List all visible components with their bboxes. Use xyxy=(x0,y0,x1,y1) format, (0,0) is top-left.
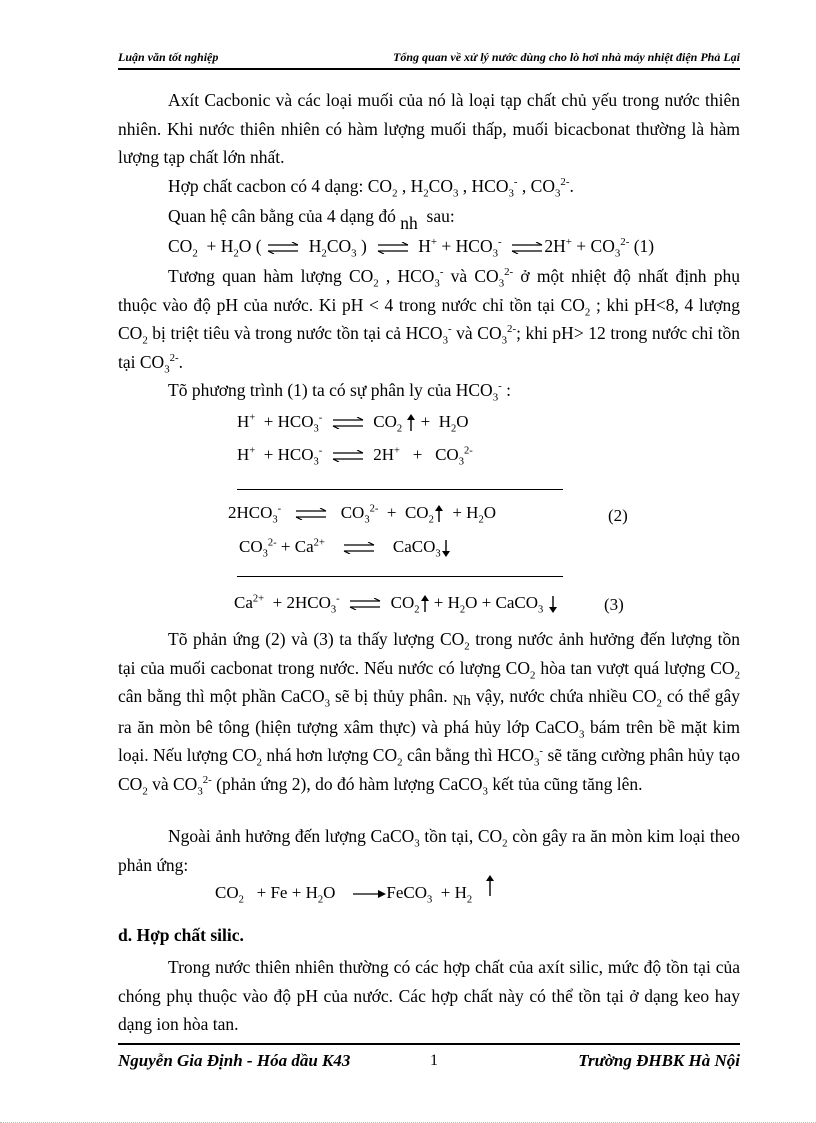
reaction-line-b: $H^+ + HCO_3^-$ $2H^+ + CO_3^{2-}$ xyxy=(237,445,473,468)
equilibrium-arrow-icon xyxy=(266,242,300,254)
sum-rule xyxy=(237,489,563,490)
reaction-caco3: $CO_3^{2-} + Ca^{2+}$ CaCO$_3$ xyxy=(239,537,451,557)
footer-page-number: 1 xyxy=(430,1052,438,1069)
paragraph-intro: Axít Cacbonic và các loại muối của nó là loại tạp chất chủ yếu trong nước thiên nhiên. Khi nước thiên nhiên có hàm lượng muối thấp, muối bicacbonat thường là hàm lượng tạp chất lớn nhất. xyxy=(118,90,740,167)
header-rule xyxy=(118,68,740,70)
paragraph-co2-influence: Tõ phản ứng (2) và (3) ta thấy lượng $CO_2$ trong nước ảnh hưởng đến lượng tồn tại của muối cacbonat trong nước. Nếu nước có lượng $CO_2$ hòa tan vượt quá lượng $CO_2$ cân bằng thì một phần CaCO$_3$ sẽ bị thủy phân. Nh vậy, nước chứa nhiều $CO_2$ có thể gây ra ăn mòn bê tông (hiện tượng xâm thực) và phá hủy lớp CaCO$_3$ bám trên bề mặt kim loại. Nếu lượng $CO_2$ nhá hơn lượng $CO_2$ cân bằng thì $HCO_3^-$ sẽ tăng cường phân hủy tạo $CO_2$ và $CO_3^{2-}$ (phản ứng 2), do đó hàm lượng CaCO$_3$ kết tủa cũng tăng lên. xyxy=(118,629,740,797)
equilibrium-arrow-icon xyxy=(348,598,382,610)
gas-up-arrow-icon xyxy=(420,595,430,613)
sum-rule xyxy=(237,576,563,577)
paragraph-ph-dependence: Tương quan hàm lượng $CO_2$ , $HCO_3^-$ và $CO_3^{2-}$ ở một nhiệt độ nhất định phụ thuộc vào độ pH của nước. Ki pH < 4 trong nước chỉ tồn tại $CO_2$ ; khi pH<8, 4 lượng $CO_2$ bị triệt tiêu và trong nước tồn tại cả $HCO_3^-$ và $CO_3^{2-}$; khi pH> 12 trong nước chỉ tồn tại $CO_3^{2-}$. xyxy=(118,266,741,375)
reaction-line-a: $H^+ + HCO_3^-$ $CO_2 + H_2O$ xyxy=(237,412,469,435)
footer-rule xyxy=(118,1043,740,1045)
section-title: d. Hợp chất silic. xyxy=(118,925,244,945)
gas-up-arrow-icon xyxy=(485,875,495,897)
equilibrium-arrow-icon xyxy=(376,242,410,254)
gas-up-arrow-icon xyxy=(406,414,416,432)
paragraph-dissociation: Tõ phương trình (1) ta có sự phân ly của $HCO_3^-$ : xyxy=(168,380,511,404)
equation-2-label: (2) xyxy=(608,506,628,525)
paragraph-corrosion: Ngoài ảnh hưởng đến lượng CaCO$_3$ tồn tại, $CO_2$ còn gây ra ăn mòn kim loại theo phản ứng: xyxy=(118,826,740,875)
gas-up-arrow-icon xyxy=(434,505,444,523)
paragraph-silic: Trong nước thiên nhiên thường có các hợp chất của axít silic, mức độ tồn tại của chóng phụ thuộc vào độ pH của nước. Các hợp chất này có thể tồn tại ở dạng keo hay dạng ion hòa tan. xyxy=(118,957,740,1034)
equation-3-label: (3) xyxy=(604,595,624,614)
equilibrium-arrow-icon xyxy=(342,542,376,554)
reaction-2: $2HCO_3^-$ $CO_3^{2-} + CO_2 + H_2O$ xyxy=(228,503,496,526)
reaction-corrosion: $CO_2 + Fe + H_2O$ FeCO$_3$ + $H_2$ xyxy=(215,883,495,903)
equation-1: $CO_2 + H_2O$ ( $H_2CO_3$ ) $H^+ + HCO_3^-$ $2H^+ + CO_3^{2-}$ (1) xyxy=(168,236,655,260)
footer-school: Trường ĐHBK Hà Nội xyxy=(578,1051,740,1070)
nh-fragment: Nh xyxy=(452,693,471,709)
equilibrium-arrow-icon xyxy=(331,450,365,462)
header-right: Tổng quan về xử lý nước dùng cho lò hơi nhà máy nhiệt điện Phả Lại xyxy=(393,50,740,64)
equilibrium-arrow-icon xyxy=(510,242,544,254)
nh-fragment: nh xyxy=(400,213,418,233)
paragraph-equilibrium: Quan hệ cân bằng của 4 dạng đó nh sau: xyxy=(168,206,455,233)
reaction-arrow-icon xyxy=(352,889,386,899)
equilibrium-arrow-icon xyxy=(294,508,328,520)
reaction-3: $Ca^{2+} + 2HCO_3^-$ $CO_2 + H_2O$ + CaCO$_3$ xyxy=(234,593,558,613)
precipitate-down-arrow-icon xyxy=(441,539,451,557)
header-left: Luận văn tốt nghiệp xyxy=(118,50,219,64)
equilibrium-arrow-icon xyxy=(331,417,365,429)
footer-author: Nguyễn Gia Định - Hóa dầu K43 xyxy=(118,1051,351,1070)
precipitate-down-arrow-icon xyxy=(548,595,558,613)
paragraph-carbon-forms: Hợp chất cacbon có 4 dạng: $CO_2$ , $H_2CO_3$ , $HCO_3^-$ , $CO_3^{2-}$. xyxy=(168,176,574,200)
